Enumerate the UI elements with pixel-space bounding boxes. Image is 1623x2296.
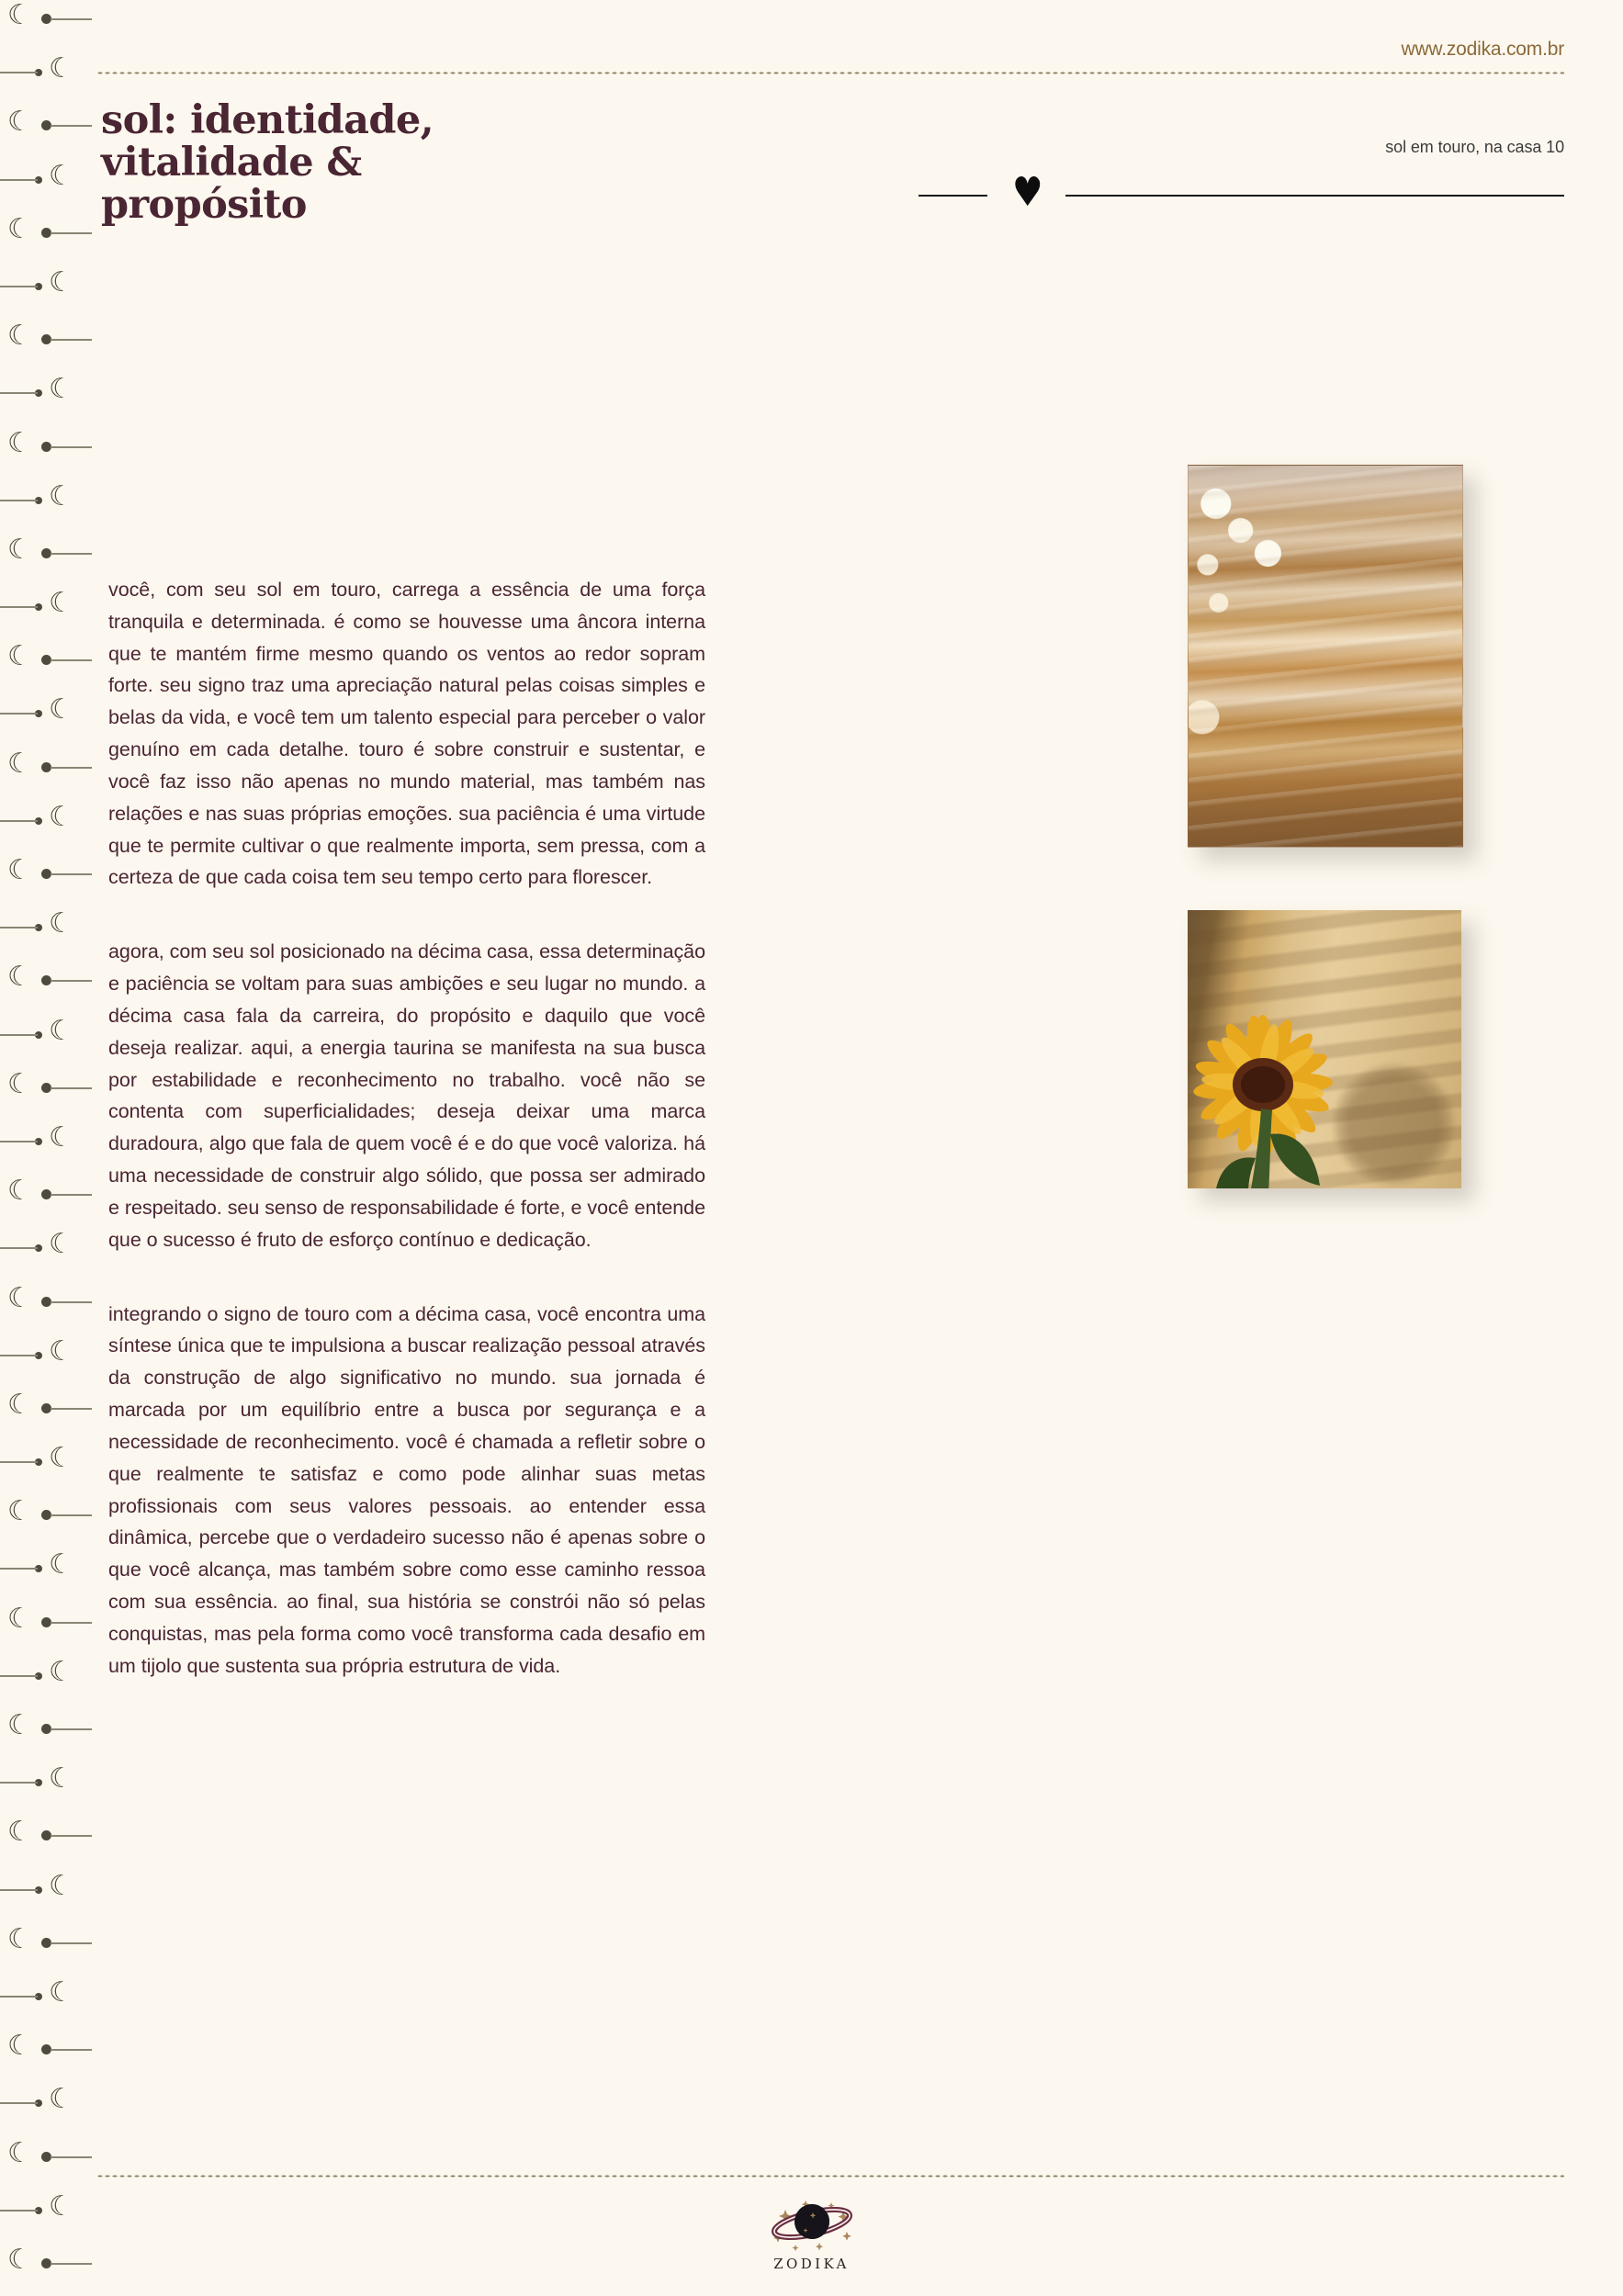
sidebar-pattern-row	[0, 1604, 92, 1657]
crescent-moon-icon: ☾	[49, 52, 73, 85]
sidebar-pattern-row	[0, 748, 92, 802]
pattern-line	[51, 125, 92, 127]
crescent-moon-icon: ☾	[7, 320, 32, 353]
sidebar-pattern-row	[0, 1924, 92, 1977]
pattern-line	[51, 553, 92, 555]
header-divider-dotted	[96, 72, 1564, 74]
pattern-line	[0, 286, 38, 287]
footer-divider-dotted	[96, 2175, 1564, 2178]
golden-water-ripples-photo	[1188, 465, 1463, 848]
crescent-moon-icon: ☾	[49, 1120, 73, 1154]
sidebar-pattern-row	[0, 1176, 92, 1229]
crescent-moon-icon: ☾	[49, 373, 73, 406]
sidebar-pattern-row	[0, 53, 92, 107]
pattern-line	[51, 980, 92, 982]
sidebar-pattern-row	[0, 1549, 92, 1603]
sidebar-pattern-row	[0, 2138, 92, 2191]
sidebar-pattern-row	[0, 1871, 92, 1924]
crescent-moon-icon: ☾	[7, 212, 32, 245]
heart-divider	[919, 169, 1564, 216]
crescent-moon-icon: ☾	[7, 1281, 32, 1314]
crescent-moon-icon: ☾	[7, 2030, 32, 2063]
pattern-line	[51, 1408, 92, 1410]
crescent-moon-icon: ☾	[49, 1442, 73, 1475]
crescent-moon-icon: ☾	[7, 1709, 32, 1741]
sidebar-pattern-row	[0, 1336, 92, 1390]
crescent-moon-icon: ☾	[49, 265, 73, 298]
pattern-line	[0, 1247, 38, 1249]
pattern-line	[0, 606, 38, 608]
sidebar-pattern-row	[0, 428, 92, 481]
crescent-moon-icon: ☾	[49, 1334, 73, 1367]
crescent-moon-icon: ☾	[7, 2243, 32, 2276]
footer-wordmark: ZODIKA	[773, 2256, 850, 2272]
crescent-moon-icon: ☾	[49, 2189, 73, 2223]
pattern-line	[51, 232, 92, 234]
crescent-moon-icon: ☾	[7, 1067, 32, 1100]
pattern-line	[0, 1568, 38, 1570]
sidebar-pattern-row	[0, 962, 92, 1015]
sunflower-shadow-photo	[1188, 910, 1461, 1188]
crescent-moon-icon: ☾	[7, 1602, 32, 1635]
pattern-line	[51, 767, 92, 769]
sidebar-pattern-row	[0, 1016, 92, 1069]
pattern-line	[51, 1942, 92, 1944]
crescent-moon-icon: ☾	[7, 1175, 32, 1208]
pattern-line	[51, 659, 92, 661]
sidebar-pattern-row	[0, 641, 92, 694]
sidebar-pattern-row	[0, 1069, 92, 1122]
sidebar-pattern-row	[0, 1763, 92, 1817]
sidebar-pattern-row	[0, 267, 92, 321]
pattern-line	[0, 392, 38, 394]
crescent-moon-icon: ☾	[7, 106, 32, 139]
sidebar-pattern-row	[0, 0, 92, 53]
sidebar-pattern-row	[0, 802, 92, 855]
sidebar-pattern-row	[0, 1283, 92, 1336]
pattern-line	[51, 446, 92, 448]
sidebar-pattern-row	[0, 1710, 92, 1763]
sidebar-pattern-row	[0, 1443, 92, 1496]
crescent-moon-icon: ☾	[49, 693, 73, 726]
crescent-moon-icon: ☾	[49, 800, 73, 833]
article-body	[108, 574, 705, 1683]
sidebar-pattern-row	[0, 694, 92, 748]
crescent-moon-icon: ☾	[49, 1548, 73, 1581]
page-title: sol: identidade, vitalidade & propósito	[101, 97, 434, 228]
crescent-moon-icon: ☾	[7, 426, 32, 459]
crescent-moon-icon: ☾	[7, 1816, 32, 1849]
sidebar-pattern-row	[0, 107, 92, 160]
crescent-moon-icon: ☾	[7, 0, 32, 31]
pattern-line	[0, 1461, 38, 1463]
crescent-moon-icon: ☾	[49, 587, 73, 620]
crescent-moon-icon: ☾	[49, 479, 73, 512]
pattern-line	[51, 1835, 92, 1837]
crescent-moon-icon: ☾	[49, 159, 73, 192]
sidebar-pattern-row	[0, 374, 92, 427]
pattern-line	[0, 1782, 38, 1784]
sidebar-pattern-row	[0, 588, 92, 641]
divider-line-left	[919, 195, 987, 197]
crescent-moon-icon: ☾	[7, 1495, 32, 1528]
crescent-moon-icon: ☾	[7, 640, 32, 673]
pattern-line	[0, 713, 38, 715]
crescent-moon-icon: ☾	[49, 1762, 73, 1795]
sidebar-pattern-row	[0, 908, 92, 962]
crescent-moon-icon: ☾	[49, 2083, 73, 2116]
pattern-line	[51, 873, 92, 875]
crescent-moon-icon: ☾	[7, 1922, 32, 1955]
pattern-line	[0, 72, 38, 73]
sunflower-illustration	[1191, 996, 1366, 1188]
crescent-moon-icon: ☾	[49, 1228, 73, 1261]
pattern-line	[51, 339, 92, 341]
sidebar-pattern-row	[0, 161, 92, 214]
crescent-moon-icon: ☾	[7, 961, 32, 994]
sidebar-pattern-row	[0, 855, 92, 908]
sidebar-pattern-row	[0, 1122, 92, 1176]
pattern-line	[0, 927, 38, 929]
sidebar-pattern-row	[0, 2031, 92, 2084]
sidebar-pattern-row	[0, 321, 92, 374]
heart-icon: ♥	[1011, 169, 1043, 216]
crescent-moon-icon: ☾	[49, 1655, 73, 1688]
crescent-moon-icon: ☾	[49, 1869, 73, 1902]
sidebar-pattern-row	[0, 1817, 92, 1870]
paragraph-1: você, com seu sol em touro, carrega a essência de uma força tranquila e determinada. é como se houvesse uma âncora interna que te mantém firme mesmo quando os ventos ao redor sopram forte. seu signo traz uma apreciação natural pelas coisas simples e belas da vida, e você tem um talento especial para perceber o valor genuíno em cada detalhe. touro é sobre construir e sustentar, e você faz isso não apenas no mundo material, mas também nas relações e nas suas próprias emoções. sua paciência é uma virtude que te permite cultivar o que realmente importa, sem pressa, com a certeza de que cada coisa tem seu tempo certo para florescer.	[108, 579, 705, 889]
pattern-line	[51, 1194, 92, 1196]
pattern-line	[51, 2049, 92, 2051]
pattern-line	[51, 1301, 92, 1303]
crescent-moon-icon: ☾	[7, 854, 32, 886]
pattern-line	[51, 1514, 92, 1516]
crescent-moon-icon: ☾	[7, 533, 32, 566]
sidebar-pattern-row	[0, 1229, 92, 1282]
sidebar-pattern-row	[0, 214, 92, 267]
sidebar-pattern-row	[0, 1977, 92, 2031]
sidebar-pattern-row	[0, 535, 92, 588]
divider-line-right	[1065, 195, 1564, 197]
crescent-moon-icon: ☾	[49, 1975, 73, 2009]
pattern-line	[51, 1728, 92, 1730]
footer-logo	[0, 2197, 1623, 2276]
sidebar-moon-pattern	[0, 0, 92, 2296]
sidebar-pattern-row	[0, 1496, 92, 1549]
sidebar-pattern-row	[0, 1390, 92, 1443]
sidebar-pattern-row	[0, 481, 92, 535]
paragraph-2: agora, com seu sol posicionado na décima casa, essa determinação e paciência se voltam para suas ambições e seu lugar no mundo. a décima casa fala da carreira, do propósito e daquilo que você deseja realizar. aqui, a energia taurina se manifesta na sua busca por estabilidade e reconhecimento no trabalho. você não se contenta com superficialidades; deseja deixar uma marca duradoura, algo que fala de quem você é e do que você valoriza. há uma necessidade de construir algo sólido, que possa ser admirado e respeitado. seu senso de responsabilidade é forte, e você entende que o sucesso é fruto de esforço contínuo e dedicação.	[108, 940, 705, 1251]
pattern-line	[0, 1675, 38, 1677]
pattern-line	[0, 1889, 38, 1891]
crescent-moon-icon: ☾	[49, 1014, 73, 1047]
pattern-line	[0, 1034, 38, 1036]
pattern-line	[0, 820, 38, 822]
crescent-moon-icon: ☾	[7, 1388, 32, 1421]
pattern-line	[0, 179, 38, 181]
pattern-line	[0, 500, 38, 501]
site-url[interactable]: www.zodika.com.br	[1401, 39, 1564, 60]
pattern-line	[51, 2156, 92, 2158]
pattern-line	[51, 1622, 92, 1624]
placement-caption: sol em touro, na casa 10	[1385, 138, 1564, 156]
pattern-line	[0, 1141, 38, 1142]
crescent-moon-icon: ☾	[49, 907, 73, 940]
crescent-moon-icon: ☾	[7, 2136, 32, 2169]
crescent-moon-icon: ☾	[7, 747, 32, 780]
saturn-planet-icon	[762, 2197, 862, 2254]
pattern-line	[0, 1355, 38, 1356]
sidebar-pattern-row	[0, 2084, 92, 2137]
paragraph-3: integrando o signo de touro com a décima casa, você encontra uma síntese única que te impulsiona a buscar realização pessoal através da construção de algo significativo no mundo. sua jornada é marcada por um equilíbrio entre a busca por segurança e a necessidade de reconhecimento. você é chamada a refletir sobre o que realmente te satisfaz e como pode alinhar suas metas profissionais com seus valores pessoais. ao entender essa dinâmica, percebe que o verdadeiro sucesso não é apenas sobre o que você alcança, mas também sobre como esse caminho ressoa com sua essência. ao final, sua história se constrói não só pelas conquistas, mas pela forma como você transforma cada desafio em um tijolo que sustenta sua própria estrutura de vida.	[108, 1302, 705, 1677]
sidebar-pattern-row	[0, 1657, 92, 1710]
pattern-line	[51, 1087, 92, 1089]
pattern-line	[0, 2102, 38, 2104]
pattern-line	[0, 1996, 38, 1998]
pattern-line	[51, 18, 92, 20]
